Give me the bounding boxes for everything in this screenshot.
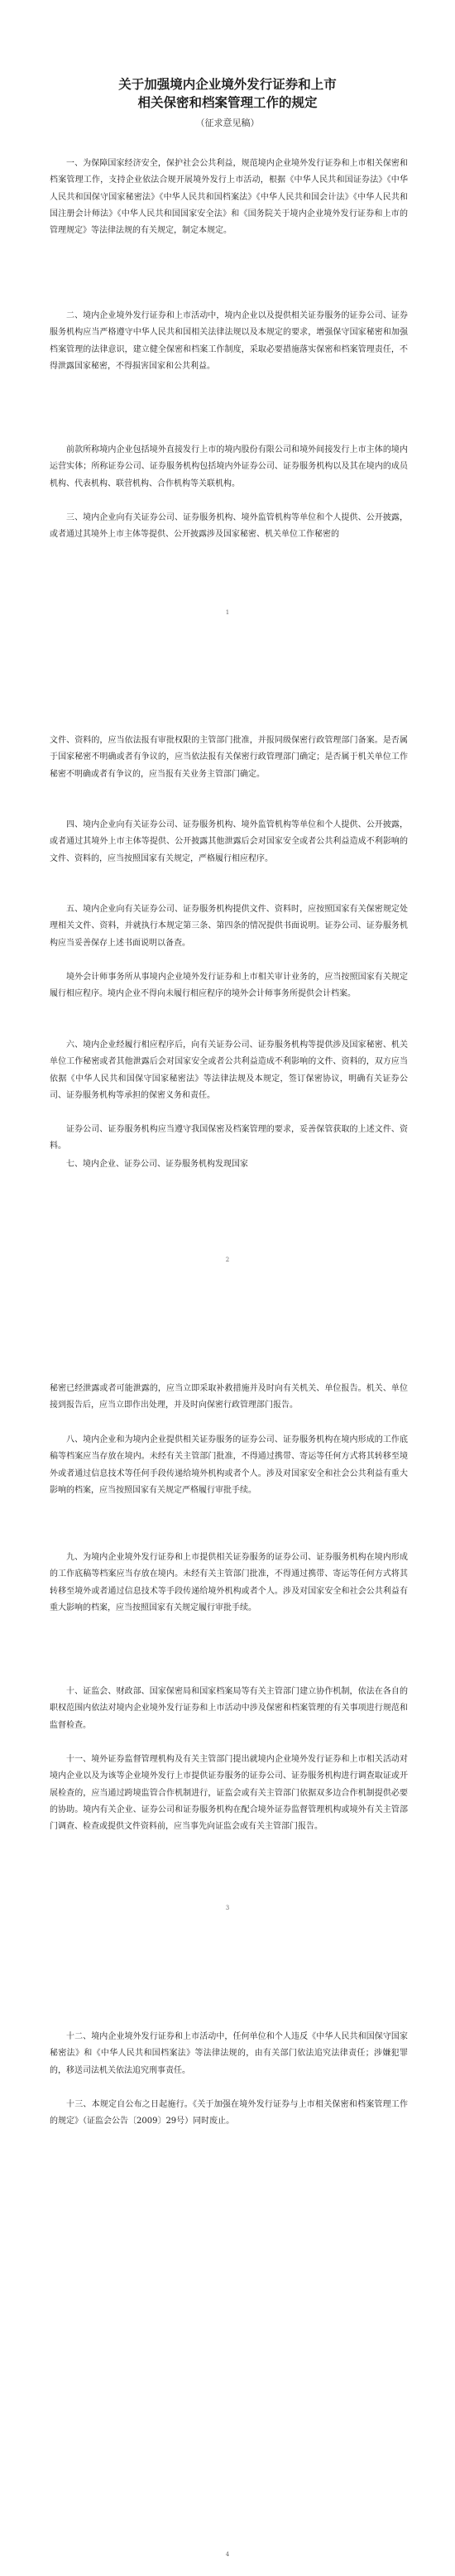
document-subtitle: （征求意见稿） <box>195 118 260 128</box>
document-title-line-1: 关于加强境内企业境外发行证券和上市 <box>118 76 337 92</box>
paragraph-article-1: 一、为保障国家经济安全，保护社会公共利益，规范境内企业境外发行证券和上市相关保密和档案管理工作，支持企业依法合规开展境外发行上市活动，根据《中华人民共和国证券法》《中华人民共和国保守国家秘密法》《中华人民共和国档案法》《中华人民共和国会计法》《中华人民共和国注册会计师法》《中华人民共和国国家安全法》和《国务院关于境内企业境外发行证券和上市的管理规定》等法律法规的有关规定，制定本规定。 <box>50 159 408 236</box>
page-number: 3 <box>225 1905 230 1911</box>
paragraph-article-9: 九、为境内企业境外发行证券和上市提供相关证券服务的证券公司、证券服务机构在境内形成的工作底稿等档案应当存放在境内。未经有关主管部门批准，不得通过携带、寄运等任何方式将其转移至境外或者通过信息技术等手段传递给境外机构或者个人。涉及对国家安全和社会公共利益有重大影响的档案，应当按照国家有关规定履行审批手续。 <box>50 1553 408 1612</box>
paragraph-article-6-custody: 证券公司、证券服务机构应当遵守我国保密及档案管理的要求，妥善保管获取的上述文件、资料。 <box>50 1125 408 1151</box>
paragraph-article-6: 六、境内企业经履行相应程序后，向有关证券公司、证券服务机构等提供涉及国家秘密、机关单位工作秘密或者其他泄露后会对国家安全或者公共利益造成不利影响的文件、资料的，双方应当依据《中华人民共和国保守国家秘密法》等法律法规及本规定，签订保密协议，明确有关证券公司、证券服务机构等承担的保密义务和责任。 <box>50 1040 408 1100</box>
paragraph-article-10: 十、证监会、财政部、国家保密局和国家档案局等有关主管部门建立协作机制，依法在各自的职权范围内依法对境内企业境外发行证券和上市活动中涉及保密和档案管理的有关事项进行规范和监督检查。 <box>50 1687 408 1730</box>
paragraph-article-8: 八、境内企业和为境内企业提供相关证券服务的证券公司、证券服务机构在境内形成的工作底稿等档案应当存放在境内。未经有关主管部门批准，不得通过携带、寄运等任何方式将其转移至境外或者通过信息技术等任何手段传递给境外机构或者个人。涉及对国家安全和社会公共利益有重大影响的档案，应当按照国家有关规定严格履行审批手续。 <box>50 1435 408 1495</box>
page-number: 4 <box>225 2551 230 2558</box>
paragraph-article-5-audit: 境外会计师事务所从事境内企业境外发行证券和上市相关审计业务的，应当按照国家有关规定履行相应程序。境内企业不得向未履行相应程序的境外会计师事务所提供会计档案。 <box>50 973 408 999</box>
paragraph-article-5: 五、境内企业向有关证券公司、证券服务机构提供文件、资料时，应按照国家有关保密规定处理相关文件、资料，并就执行本规定第三条、第四条的情况提供书面说明。证券公司、证券服务机构应当妥善保存上述书面说明以备查。 <box>50 905 408 948</box>
paragraph-article-7-cont: 秘密已经泄露或者可能泄露的，应当立即采取补救措施并及时向有关机关、单位报告。机关、单位接到报告后，应当立即作出处理，并及时向保密行政管理部门报告。 <box>50 1384 408 1411</box>
paragraph-article-11: 十一、境外证券监督管理机构及有关主管部门提出就境内企业境外发行证券和上市相关活动对境内企业以及为该等企业境外发行上市提供证券服务的证券公司、证券服务机构进行调查取证或开展检查的，应当通过跨境监管合作机制进行，证监会或有关主管部门依据双多边合作机制提供必要的协助。境内有关企业、证券公司和证券服务机构在配合境外证券监督管理机构或境外有关主管部门调查、检查或提供文件资料前，应当事先向证监会或有关主管部门报告。 <box>50 1755 408 1832</box>
paragraph-article-3: 三、境内企业向有关证券公司、证券服务机构、境外监管机构等单位和个人提供、公开披露，或者通过其境外上市主体等提供、公开披露涉及国家秘密、机关单位工作秘密的 <box>50 513 408 540</box>
paragraph-article-13: 十三、本规定自公布之日起施行。《关于加强在境外发行证券与上市相关保密和档案管理工作的规定》（证监会公告〔2009〕29号）同时废止。 <box>50 2100 408 2127</box>
paragraph-article-3-cont: 文件、资料的，应当依法报有审批权限的主管部门批准，并报同级保密行政管理部门备案。是否属于国家秘密不明确或者有争议的，应当依法报有关保密行政管理部门确定；是否属于机关单位工作秘密不明确或者有争议的，应当报有关业务主管部门确定。 <box>50 736 408 779</box>
paragraph-article-7: 七、境内企业、证券公司、证券服务机构发现国家 <box>66 1160 248 1169</box>
page-number: 1 <box>225 609 230 616</box>
page-number: 2 <box>225 1257 230 1263</box>
paragraph-article-4: 四、境内企业向有关证券公司、证券服务机构、境外监管机构等单位和个人提供、公开披露，或者通过其境外上市主体等提供、公开披露其他泄露后会对国家安全或者公共利益造成不利影响的文件、资料的，应当按照国家有关规定，严格履行相应程序。 <box>50 820 408 863</box>
document-title-line-2: 相关保密和档案管理工作的规定 <box>137 94 318 110</box>
paragraph-article-2: 二、境内企业境外发行证券和上市活动中，境内企业以及提供相关证券服务的证券公司、证券服务机构应当严格遵守中华人民共和国相关法律法规以及本规定的要求，增强保守国家秘密和加强档案管理的法律意识，建立健全保密和档案工作制度，采取必要措施落实保密和档案管理责任，不得泄露国家秘密，不得损害国家和公共利益。 <box>50 311 408 371</box>
paragraph-article-12: 十二、境内企业境外发行证券和上市活动中，任何单位和个人违反《中华人民共和国保守国家秘密法》和《中华人民共和国档案法》等法律法规的，由有关部门依法追究法律责任；涉嫌犯罪的，移送司法机关依法追究刑事责任。 <box>50 2032 408 2075</box>
paragraph-article-2-scope: 前款所称境内企业包括境外直接发行上市的境内股份有限公司和境外间接发行上市主体的境内运营实体；所称证券公司、证券服务机构包括境内外证券公司、证券服务机构以及其在境内的成员机构、代表机构、联营机构、合作机构等关联机构。 <box>50 445 408 488</box>
